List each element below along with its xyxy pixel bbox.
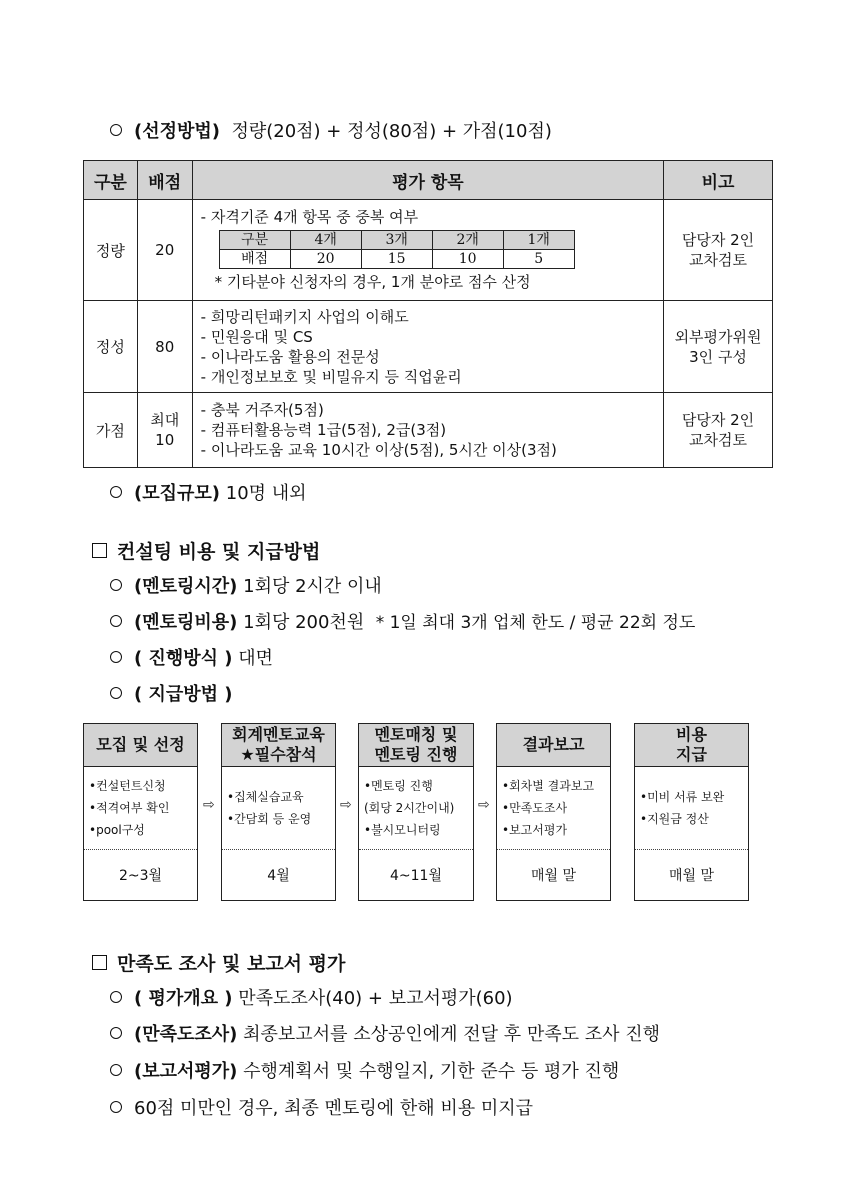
- sub-header-cell: 구분: [219, 231, 290, 250]
- selection-method-text: 정량(20점) + 정성(80점) + 가점(10점): [231, 121, 552, 142]
- flow-step-recruit: [83, 723, 198, 901]
- score-sub-table: [219, 230, 575, 269]
- table-row: [84, 393, 773, 468]
- evaluation-table: [83, 160, 773, 468]
- sub-header-cell: 2개: [432, 231, 503, 250]
- item-note: * 기타분야 신청자의 경우, 1개 분야로 점수 산정: [214, 273, 531, 291]
- row-category: 정성: [84, 301, 138, 393]
- eval-overview-label: ( 평가개요 ): [134, 988, 233, 1009]
- item-text: - 희망리턴패키지 사업의 이해도: [200, 307, 409, 326]
- recruit-size-label: (모집규모): [134, 483, 221, 504]
- flow-step-period: 매월 말: [668, 868, 715, 884]
- remark-line: 교차검토: [689, 431, 748, 449]
- circle-bullet-icon: [110, 486, 122, 498]
- arrow-right-icon: ⇨: [340, 797, 352, 813]
- circle-bullet-icon: [110, 124, 122, 136]
- report-eval-line: [110, 1060, 619, 1084]
- row-remark: [664, 393, 773, 468]
- remark-line: 담당자 2인: [681, 411, 755, 429]
- satisfaction-line: [110, 1023, 660, 1047]
- mentoring-cost-note: * 1일 최대 3개 업체 한도 / 평균 22회 정도: [375, 613, 696, 633]
- sub-header-cell: 1개: [503, 231, 574, 250]
- flow-step-title: 결과보고: [497, 724, 610, 767]
- header-score: 배점: [137, 161, 192, 200]
- flow-item: •집체실습교육: [227, 790, 304, 804]
- section-title-text: 컨설팅 비용 및 지급방법: [117, 541, 321, 563]
- mentoring-cost-label: (멘토링비용): [134, 612, 238, 633]
- score-line: 10: [155, 431, 175, 449]
- flow-item: •지원금 정산: [640, 812, 709, 826]
- selection-method-label: (선정방법): [134, 121, 221, 142]
- arrow-right-icon: ⇨: [478, 797, 490, 813]
- satisfaction-label: (만족도조사): [134, 1024, 238, 1045]
- mentoring-cost-line: [110, 611, 695, 635]
- flow-item: •pool구성: [89, 823, 145, 837]
- circle-bullet-icon: [110, 991, 122, 1003]
- row-items: [192, 200, 663, 301]
- method-line: [110, 647, 273, 671]
- row-remark: [664, 200, 773, 301]
- satisfaction-text: 최종보고서를 소상공인에게 전달 후 만족도 조사 진행: [243, 1024, 661, 1045]
- row-remark: [664, 301, 773, 393]
- mentoring-time-label: (멘토링시간): [134, 576, 238, 597]
- flow-item: •컨설턴트신청: [89, 779, 166, 793]
- flow-item: •멘토링 진행: [364, 779, 433, 793]
- square-bullet-icon: [92, 955, 107, 970]
- flow-step-items: [222, 767, 335, 850]
- row-score: 80: [137, 301, 192, 393]
- flow-step-report: [496, 723, 611, 901]
- unpaid-text: 60점 미만인 경우, 최종 멘토링에 한해 비용 미지급: [134, 1098, 534, 1119]
- flow-item: •간담회 등 운영: [227, 812, 312, 826]
- sub-value-cell: 배점: [219, 250, 290, 269]
- header-items: 평가 항목: [192, 161, 663, 200]
- flow-step-period: 4월: [267, 868, 290, 884]
- flow-item: (회당 2시간이내): [364, 801, 455, 815]
- flow-step-title: 비용 지급: [635, 724, 748, 767]
- circle-bullet-icon: [110, 1027, 122, 1039]
- flow-step-items: [84, 767, 197, 850]
- method-text: 대면: [238, 648, 274, 669]
- payment-label: ( 지급방법 ): [134, 684, 233, 705]
- circle-bullet-icon: [110, 1064, 122, 1076]
- row-score: 20: [137, 200, 192, 301]
- flow-step-period: 2~3월: [118, 868, 163, 884]
- section-title-eval: [92, 952, 345, 976]
- flow-item: •회차별 결과보고: [502, 779, 595, 793]
- circle-bullet-icon: [110, 579, 122, 591]
- item-text: - 자격기준 4개 항목 중 중복 여부: [200, 208, 419, 226]
- remark-line: 담당자 2인: [681, 231, 755, 249]
- item-text: - 이나라도움 활용의 전문성: [200, 347, 380, 366]
- remark-line: 3인 구성: [689, 347, 747, 366]
- method-label: ( 진행방식 ): [134, 648, 233, 669]
- mentoring-cost-text: 1회당 200천원: [243, 612, 365, 633]
- flow-item: •미비 서류 보완: [640, 790, 725, 804]
- item-text: - 컴퓨터활용능력 1급(5점), 2급(3점): [200, 421, 447, 439]
- score-line: 최대: [150, 411, 180, 429]
- flow-step-payment: [634, 723, 749, 901]
- row-score: [137, 393, 192, 468]
- sub-value-cell: 10: [432, 250, 503, 269]
- sub-header-cell: 3개: [361, 231, 432, 250]
- circle-bullet-icon: [110, 651, 122, 663]
- selection-method-line: [110, 120, 552, 144]
- report-eval-text: 수행계획서 및 수행일지, 기한 준수 등 평가 진행: [243, 1061, 620, 1082]
- flow-step-period: 매월 말: [530, 868, 577, 884]
- recruit-size-line: [110, 482, 307, 506]
- row-items: [192, 393, 663, 468]
- sub-value-cell: 15: [361, 250, 432, 269]
- item-text: - 민원응대 및 CS: [200, 327, 313, 346]
- flow-step-title: 회계멘토교육 ★필수참석: [222, 724, 335, 767]
- report-eval-label: (보고서평가): [134, 1061, 238, 1082]
- square-bullet-icon: [92, 543, 107, 558]
- unpaid-line: [110, 1097, 533, 1121]
- row-category: 가점: [84, 393, 138, 468]
- mentoring-time-line: [110, 575, 382, 599]
- item-text: - 충북 거주자(5점): [200, 401, 324, 419]
- item-text: - 이나라도움 교육 10시간 이상(5점), 5시간 이상(3점): [200, 441, 557, 459]
- circle-bullet-icon: [110, 1101, 122, 1113]
- arrow-right-icon: ⇨: [203, 797, 215, 813]
- flow-step-mentoring: [358, 723, 474, 901]
- flow-step-items: [635, 767, 748, 850]
- header-category: 구분: [84, 161, 138, 200]
- flow-item: •보고서평가: [502, 823, 568, 837]
- table-row: [84, 301, 773, 393]
- header-remark: 비고: [664, 161, 773, 200]
- table-row: [84, 200, 773, 301]
- flow-item: •만족도조사: [502, 801, 568, 815]
- item-text: - 개인정보보호 및 비밀유지 등 직업윤리: [200, 367, 462, 386]
- flow-item: •불시모니터링: [364, 823, 441, 837]
- row-category: 정량: [84, 200, 138, 301]
- section-title-cost: [92, 540, 320, 564]
- flow-step-period: 4~11월: [390, 868, 442, 884]
- mentoring-time-text: 1회당 2시간 이내: [243, 576, 382, 597]
- flow-step-title: 모집 및 선정: [84, 724, 197, 767]
- row-items: [192, 301, 663, 393]
- recruit-size-text: 10명 내외: [225, 483, 307, 504]
- section-title-text: 만족도 조사 및 보고서 평가: [117, 953, 346, 975]
- payment-line: [110, 683, 233, 707]
- remark-line: 외부평가위원: [674, 327, 762, 346]
- remark-line: 교차검토: [689, 251, 748, 269]
- sub-value-cell: 20: [290, 250, 361, 269]
- eval-overview-line: [110, 987, 513, 1011]
- sub-header-cell: 4개: [290, 231, 361, 250]
- flow-step-title: 멘토매칭 및 멘토링 진행: [359, 724, 473, 767]
- flow-item: •적격여부 확인: [89, 801, 170, 815]
- flow-step-items: [497, 767, 610, 850]
- circle-bullet-icon: [110, 687, 122, 699]
- eval-overview-text: 만족도조사(40) + 보고서평가(60): [238, 988, 513, 1009]
- flow-step-education: [221, 723, 336, 901]
- circle-bullet-icon: [110, 615, 122, 627]
- sub-value-cell: 5: [503, 250, 574, 269]
- flow-step-items: [359, 767, 473, 850]
